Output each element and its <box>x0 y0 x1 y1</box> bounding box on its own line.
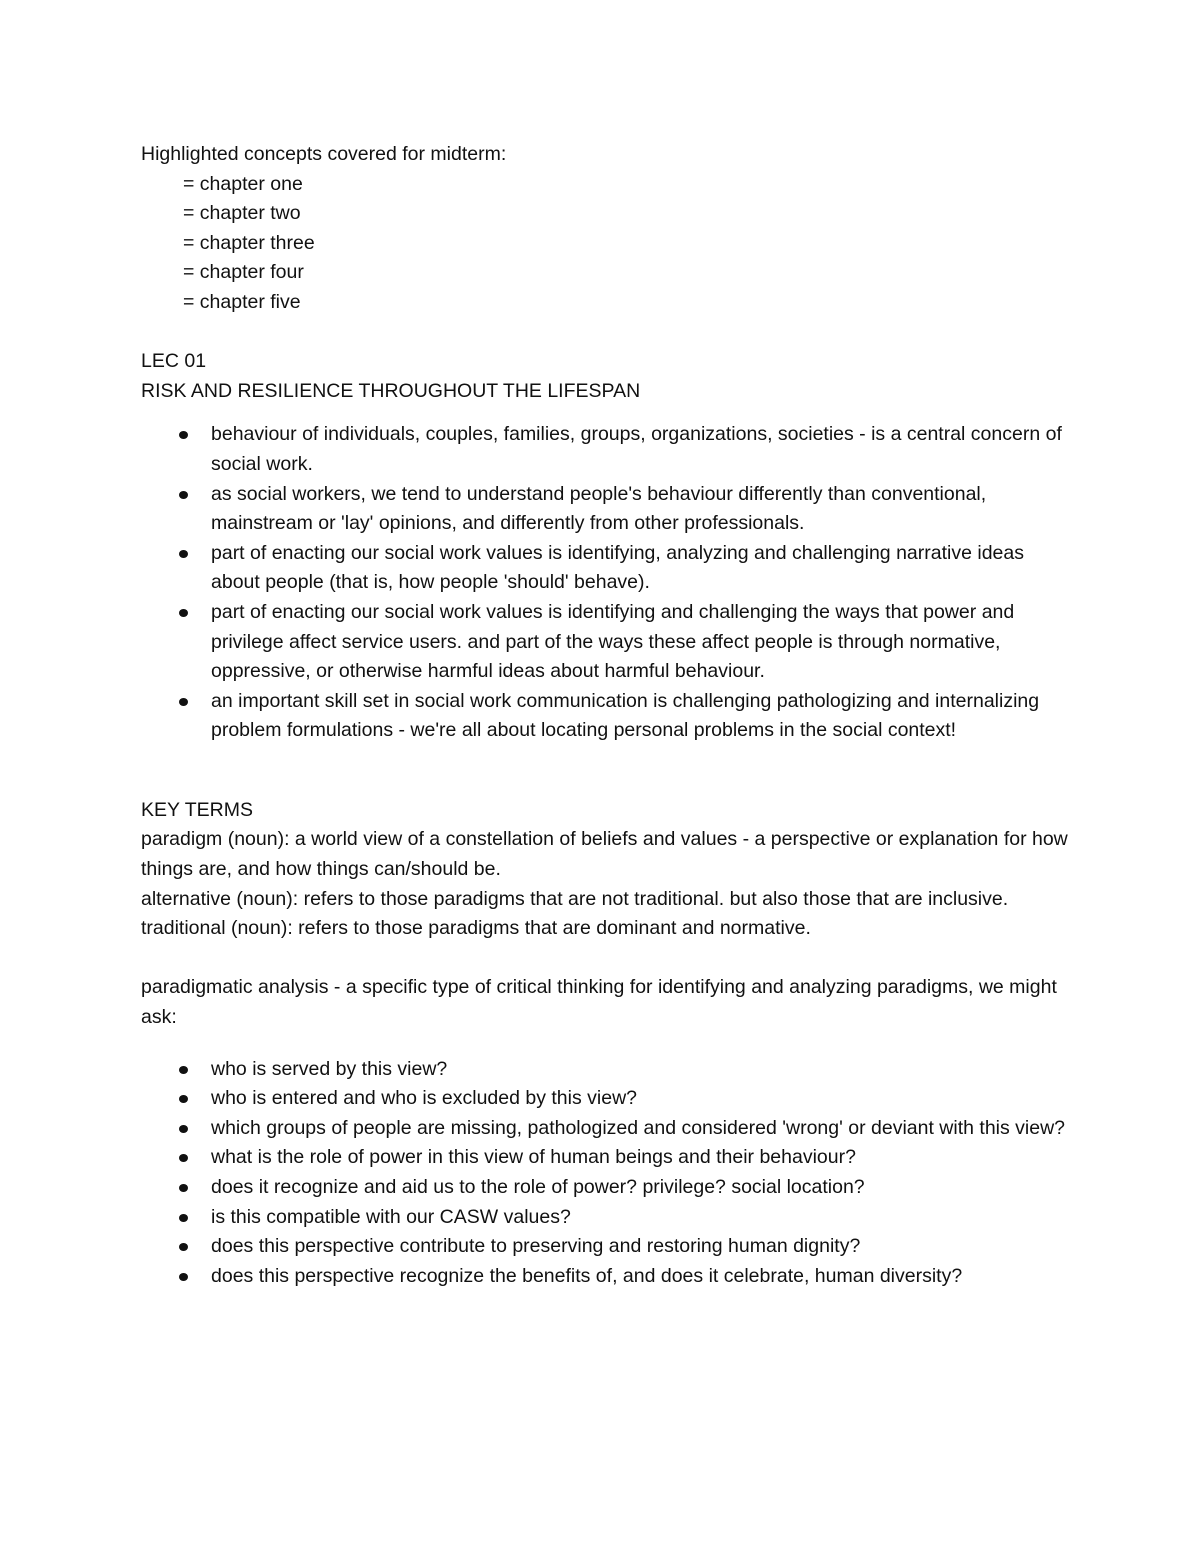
bullet-icon <box>179 1066 188 1074</box>
document-page <box>141 140 1071 1291</box>
bullet-icon <box>179 698 188 706</box>
list-item: as social workers, we tend to understand people's behaviour differently than conventional, mainstream or 'lay' opinions, and differently from other professionals. <box>141 480 1071 539</box>
bullet-icon <box>179 491 188 499</box>
definition-alternative: alternative (noun): refers to those paradigms that are not traditional. but also those that are inclusive. <box>141 887 1009 910</box>
analysis-intro: paradigmatic analysis - a specific type of critical thinking for identifying and analyzing paradigms, we might ask: <box>141 976 1057 1029</box>
analysis-question-list <box>141 1055 1071 1292</box>
lecture-code: LEC 01 <box>141 350 207 373</box>
bullet-icon <box>179 609 188 617</box>
list-item: part of enacting our social work values is identifying, analyzing and challenging narrative ideas about people (that is, how people 'should' behave). <box>141 539 1071 598</box>
chapter-item: = chapter one <box>183 172 303 195</box>
list-item: part of enacting our social work values is identifying and challenging the ways that power and privilege affect service users. and part of the ways these affect people is through normative, oppressive, or otherwise harmful ideas about harmful behaviour. <box>141 598 1071 687</box>
definition-traditional: traditional (noun): refers to those paradigms that are dominant and normative. <box>141 917 811 940</box>
chapter-item: = chapter three <box>183 231 315 254</box>
chapter-item: = chapter five <box>183 290 301 313</box>
bullet-icon <box>179 1273 188 1281</box>
bullet-icon <box>179 1214 188 1222</box>
definition-paradigm: paradigm (noun): a world view of a constellation of beliefs and values - a perspective or explanation for how things are, and how things can/should be. <box>141 828 1068 881</box>
bullet-icon <box>179 1243 188 1251</box>
list-item: does this perspective recognize the benefits of, and does it celebrate, human diversity? <box>141 1262 1071 1292</box>
list-item: which groups of people are missing, pathologized and considered 'wrong' or deviant with this view? <box>141 1114 1071 1144</box>
chapter-item: = chapter four <box>183 261 304 284</box>
list-item: who is entered and who is excluded by this view? <box>141 1084 1071 1114</box>
bullet-icon <box>179 550 188 558</box>
bullet-icon <box>179 1095 188 1103</box>
bullet-icon <box>179 1125 188 1133</box>
lecture-bullet-list <box>141 420 1071 746</box>
lecture-title: RISK AND RESILIENCE THROUGHOUT THE LIFESPAN <box>141 379 641 402</box>
list-item: who is served by this view? <box>141 1055 1071 1085</box>
key-terms-heading: KEY TERMS <box>141 798 253 821</box>
bullet-icon <box>179 1184 188 1192</box>
list-item: behaviour of individuals, couples, families, groups, organizations, societies - is a central concern of social work. <box>141 420 1071 479</box>
list-item: an important skill set in social work communication is challenging pathologizing and internalizing problem formulations - we're all about locating personal problems in the social context! <box>141 687 1071 746</box>
bullet-icon <box>179 431 188 439</box>
chapter-item: = chapter two <box>183 202 301 225</box>
list-item: what is the role of power in this view of human beings and their behaviour? <box>141 1143 1071 1173</box>
list-item: does it recognize and aid us to the role of power? privilege? social location? <box>141 1173 1071 1203</box>
bullet-icon <box>179 1154 188 1162</box>
intro-heading: Highlighted concepts covered for midterm: <box>141 143 507 165</box>
list-item: does this perspective contribute to preserving and restoring human dignity? <box>141 1232 1071 1262</box>
list-item: is this compatible with our CASW values? <box>141 1203 1071 1233</box>
